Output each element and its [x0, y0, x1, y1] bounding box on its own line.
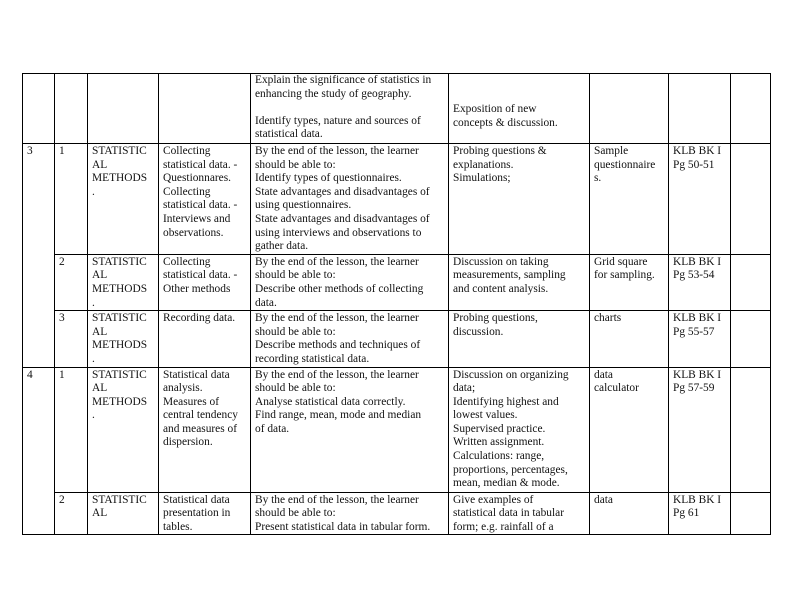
- subtopic-cell: Recording data.: [159, 311, 251, 367]
- remarks-cell: [731, 367, 771, 492]
- resources-cell: Grid square for sampling.: [590, 254, 669, 310]
- table-row: [23, 492, 771, 535]
- week-cell: [23, 74, 55, 144]
- resources-cell: data: [590, 492, 669, 535]
- resources-cell: data calculator: [590, 367, 669, 492]
- scheme-of-work-table: [22, 73, 771, 535]
- lesson-cell: 2: [55, 254, 88, 310]
- lesson-cell: 1: [55, 367, 88, 492]
- objectives-cell: By the end of the lesson, the learner should be able to: Describe methods and techniques of recording statistical data.: [251, 311, 449, 367]
- activities-cell: Probing questions & explanations. Simulations;: [449, 144, 590, 255]
- activities-cell: Exposition of new concepts & discussion.: [449, 74, 590, 144]
- subtopic-cell: Statistical data presentation in tables.: [159, 492, 251, 535]
- subtopic-cell: Collecting statistical data. - Questionnares. Collecting statistical data. - Interviews and observations.: [159, 144, 251, 255]
- subtopic-cell: [159, 74, 251, 144]
- topic-cell: STATISTIC AL METHODS .: [88, 254, 159, 310]
- references-cell: KLB BK I Pg 53-54: [669, 254, 731, 310]
- resources-cell: [590, 74, 669, 144]
- table-row: [23, 367, 771, 492]
- week-cell: 4: [23, 367, 55, 535]
- remarks-cell: [731, 254, 771, 310]
- table-row: [23, 144, 771, 255]
- lesson-cell: 2: [55, 492, 88, 535]
- table-row: [23, 311, 771, 367]
- week-cell: 3: [23, 144, 55, 368]
- resources-cell: charts: [590, 311, 669, 367]
- activities-cell: Discussion on taking measurements, sampling and content analysis.: [449, 254, 590, 310]
- objectives-cell: Explain the significance of statistics in enhancing the study of geography. Identify types, nature and sources of statistical data.: [251, 74, 449, 144]
- table-row: [23, 74, 771, 144]
- topic-cell: STATISTIC AL METHODS .: [88, 311, 159, 367]
- references-cell: KLB BK I Pg 55-57: [669, 311, 731, 367]
- objectives-cell: By the end of the lesson, the learner should be able to: Identify types of questionnaires. State advantages and disadvantages of using questionnaires. State advantages and disadvantages of using interviews and observations to gather data.: [251, 144, 449, 255]
- activities-cell: Probing questions, discussion.: [449, 311, 590, 367]
- activities-cell: Discussion on organizing data; Identifying highest and lowest values. Supervised practice. Written assignment. Calculations: range, proportions, percentages, mean, median & mode.: [449, 367, 590, 492]
- objectives-cell: By the end of the lesson, the learner should be able to: Describe other methods of collecting data.: [251, 254, 449, 310]
- table-row: [23, 254, 771, 310]
- references-cell: KLB BK I Pg 61: [669, 492, 731, 535]
- topic-cell: STATISTIC AL METHODS .: [88, 144, 159, 255]
- resources-cell: Sample questionnaire s.: [590, 144, 669, 255]
- topic-cell: STATISTIC AL METHODS .: [88, 367, 159, 492]
- topic-cell: STATISTIC AL: [88, 492, 159, 535]
- subtopic-cell: Statistical data analysis. Measures of central tendency and measures of dispersion.: [159, 367, 251, 492]
- objectives-cell: By the end of the lesson, the learner should be able to: Analyse statistical data correctly. Find range, mean, mode and median of data.: [251, 367, 449, 492]
- remarks-cell: [731, 492, 771, 535]
- remarks-cell: [731, 144, 771, 255]
- lesson-cell: 3: [55, 311, 88, 367]
- remarks-cell: [731, 74, 771, 144]
- lesson-cell: [55, 74, 88, 144]
- references-cell: [669, 74, 731, 144]
- lesson-cell: 1: [55, 144, 88, 255]
- references-cell: KLB BK I Pg 50-51: [669, 144, 731, 255]
- topic-cell: [88, 74, 159, 144]
- objectives-cell: By the end of the lesson, the learner should be able to: Present statistical data in tabular form.: [251, 492, 449, 535]
- references-cell: KLB BK I Pg 57-59: [669, 367, 731, 492]
- remarks-cell: [731, 311, 771, 367]
- subtopic-cell: Collecting statistical data. - Other methods: [159, 254, 251, 310]
- activities-cell: Give examples of statistical data in tabular form; e.g. rainfall of a: [449, 492, 590, 535]
